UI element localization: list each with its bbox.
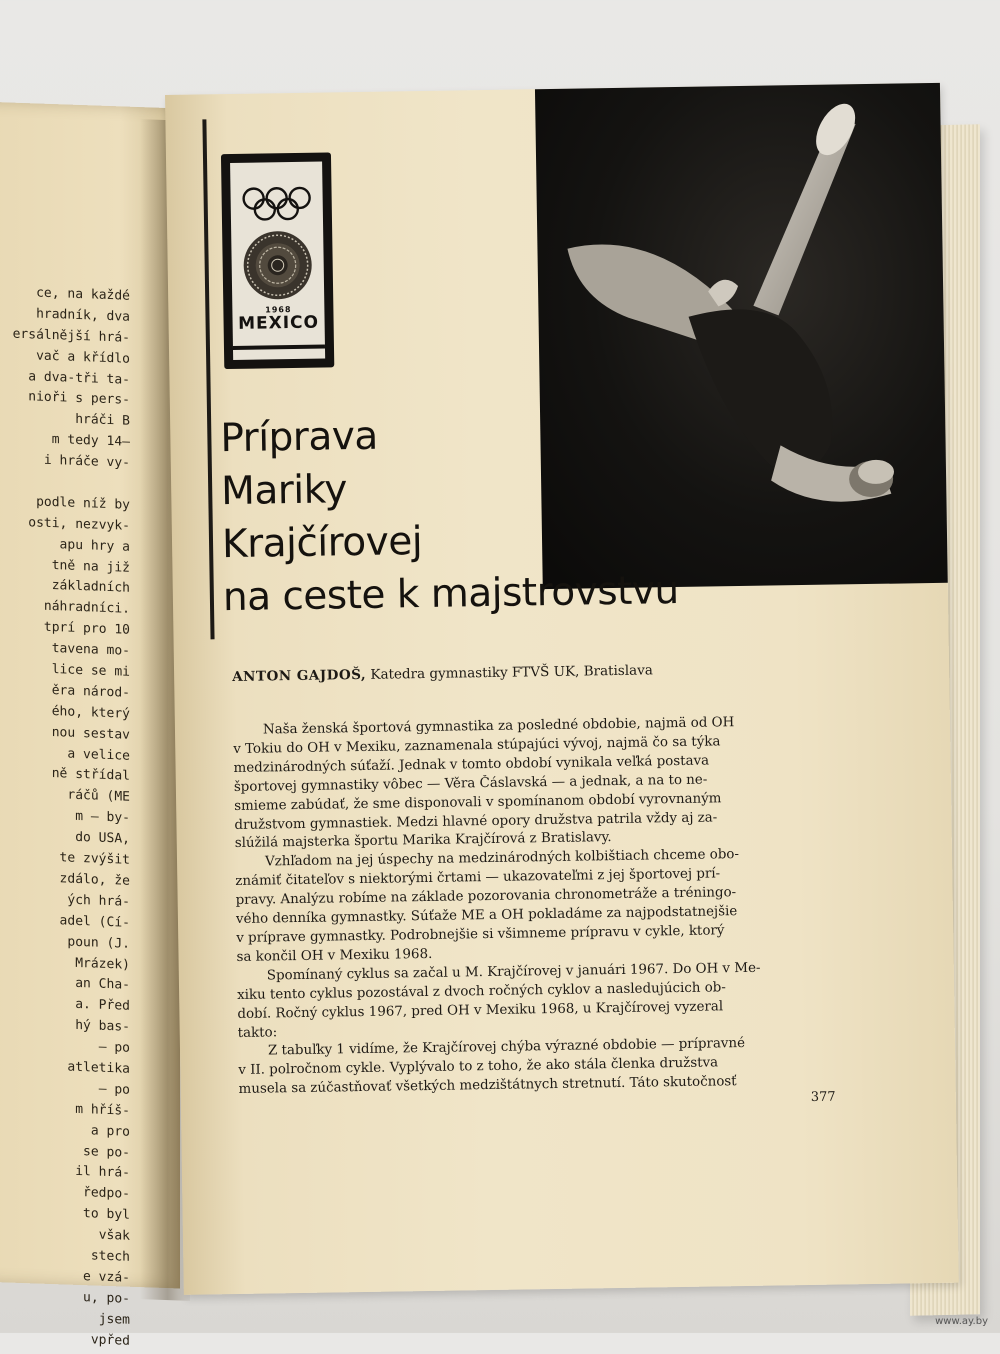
body-line: v Tokiu do OH v Mexiku, zaznamenala stúpajúci vývoj, najmä čo sa týka	[233, 734, 721, 757]
left-page-line: m tedy 14—	[51, 432, 130, 450]
author-affiliation: Katedra gymnastiky FTVŠ UK, Bratislava	[370, 662, 653, 683]
left-page-line: ých hrá-	[67, 892, 130, 910]
left-page-line: hráči B	[75, 412, 130, 430]
left-page-line: ce, na každé	[36, 285, 130, 304]
watermark: www.ay.by	[935, 1316, 988, 1327]
right-page	[165, 83, 959, 1295]
left-page-line: nou sestav	[51, 724, 130, 743]
body-line: medzinárodných súťaží. Jednak v tomto období vynikala veľká postava	[233, 753, 710, 776]
left-page-line: il hrá-	[75, 1164, 130, 1182]
body-line: vého denníka gymnastky. Súťaže ME a OH pokladáme za najpodstatnejšie	[235, 904, 738, 928]
left-page-line: an Cha-	[75, 976, 130, 994]
title-line: na ceste k majstrovstvu	[222, 567, 679, 621]
body-line: Z tabuľky 1 vidíme, že Krajčírovej chýba výrazné obdobie — prípravné	[267, 1036, 746, 1059]
left-page-line: tprí pro 10	[43, 619, 130, 638]
body-line: dobí. Ročný cyklus 1967, pred OH v Mexiku 1968, u Krajčírovej vyzeral	[237, 998, 724, 1022]
left-page-line: do USA,	[75, 829, 130, 847]
left-page-line: osti, nezvyk-	[28, 514, 130, 534]
left-page-line: poun (J.	[67, 934, 130, 952]
body-line: musela sa zúčastňovať všetkých medzištátnych stretnutí. Táto skutočnosť	[238, 1074, 737, 1098]
logo-word: MEXICO	[237, 312, 320, 334]
article-title	[220, 403, 783, 624]
title-line: Krajčírovej	[221, 519, 423, 568]
body-line: Vzhľadom na jej úspechy na medzinárodných kolbištiach chceme obo-	[264, 847, 740, 870]
left-page-line: u, po-	[83, 1289, 130, 1307]
left-page-line: lice se mi	[51, 662, 130, 680]
left-page-line: to byl	[83, 1206, 130, 1223]
left-page-line: se po-	[83, 1143, 130, 1161]
body-line: družstvom gymnastiek. Medzi hlavné opory družstva patrila vždy aj za-	[234, 809, 718, 833]
body-line: Spomínaný cyklus sa začal u M. Krajčírovej v januári 1967. Do OH v Me-	[266, 960, 761, 984]
left-page-line: — po	[98, 1039, 130, 1056]
left-page-line: a. Před	[75, 997, 130, 1015]
left-page-line: tavena mo-	[51, 641, 130, 659]
article-body	[233, 712, 859, 1100]
left-page-line: zdálo, že	[59, 871, 130, 889]
left-page-line: a dva-tři ta-	[28, 368, 130, 388]
left-page-line: ně střídal	[51, 766, 130, 785]
body-line: Naša ženská športová gymnastika za posledné obdobie, najmä od OH	[262, 715, 735, 738]
left-page-line: tně na již	[51, 557, 130, 576]
left-page-line: te zvýšit	[59, 850, 130, 868]
left-page-line: ého, který	[51, 703, 130, 722]
left-page-line: jsem	[98, 1311, 130, 1328]
left-page-line: atletika	[67, 1059, 130, 1077]
left-page-text	[0, 282, 130, 1353]
left-page-line: hradník, dva	[36, 306, 130, 325]
body-line: v príprave gymnastky. Podrobnejšie si všimneme prípravu v cykle, ktorý	[236, 923, 725, 946]
title-line: Mariky	[220, 467, 348, 515]
left-page-line: podle níž by	[36, 494, 130, 513]
left-page-line: m hříš-	[75, 1101, 130, 1119]
vertical-rule	[202, 119, 214, 639]
body-line: smieme zabúdať, že sme disponovali v spomínanom období vyrovnaným	[234, 790, 722, 814]
left-page-line: apu hry a	[59, 536, 130, 555]
author-name: ANTON GAJDOŠ,	[232, 666, 367, 686]
left-page-line: — po	[98, 1081, 130, 1098]
left-page-line: hý bas-	[75, 1018, 130, 1035]
left-page-line: základních	[51, 578, 130, 597]
left-page-line: stech	[90, 1248, 130, 1265]
body-line: xiku tento cyklus pozostával z dvoch ročných cyklov a nasledujúcich ob-	[237, 979, 726, 1003]
left-page-line: nioři s pers-	[28, 389, 130, 409]
left-page-line: ěra národ-	[51, 682, 130, 701]
body-line: známiť čitateľov s niektorými črtami — ukazovateľmi z jej športovej prí-	[235, 866, 721, 890]
body-line: sa končil OH v Mexiku 1968.	[236, 946, 433, 965]
left-page-line: i hráče vy-	[43, 452, 130, 471]
left-page-line: však	[98, 1227, 130, 1244]
olympic-rings-icon	[221, 152, 334, 369]
left-page-line: a velice	[67, 746, 130, 764]
left-page-line: ředpo-	[83, 1185, 130, 1203]
byline	[232, 660, 832, 685]
body-line: slúžilá majsterka športu Marika Krajčírová z Bratislavy.	[234, 830, 612, 852]
body-line: v II. polročnom cykle. Vyplývalo to z toho, že ako stála členka družstva	[238, 1055, 719, 1079]
mexico-1968-logo	[221, 152, 334, 369]
left-page-line: e vzá-	[83, 1268, 130, 1286]
left-page-line: vač a křídlo	[36, 348, 130, 367]
left-page-line: náhradníci.	[43, 599, 130, 618]
left-page-line: adel (Cí-	[59, 913, 130, 931]
body-line: pravy. Analýzu robíme na základe pozorovania chronometráže a tréningo-	[235, 885, 737, 909]
left-page-line: m — by-	[75, 809, 130, 827]
body-line: športovej gymnastiky vôbec — Věra Čáslavská — a jednak, a na to ne-	[233, 772, 708, 795]
left-page-line: ersálnější hrá-	[12, 326, 130, 346]
page-number: 377	[810, 1089, 836, 1105]
title-line: Príprava	[220, 413, 379, 462]
logo-year: 1968	[265, 305, 292, 315]
aztec-calendar-icon	[243, 231, 312, 300]
left-page-line: vpřed	[90, 1331, 130, 1349]
body-line: takto:	[237, 1024, 278, 1041]
left-page-line: a pro	[90, 1123, 130, 1140]
left-page-line: Mrázek)	[75, 955, 130, 973]
left-page-line: ráčů (ME	[67, 787, 130, 806]
